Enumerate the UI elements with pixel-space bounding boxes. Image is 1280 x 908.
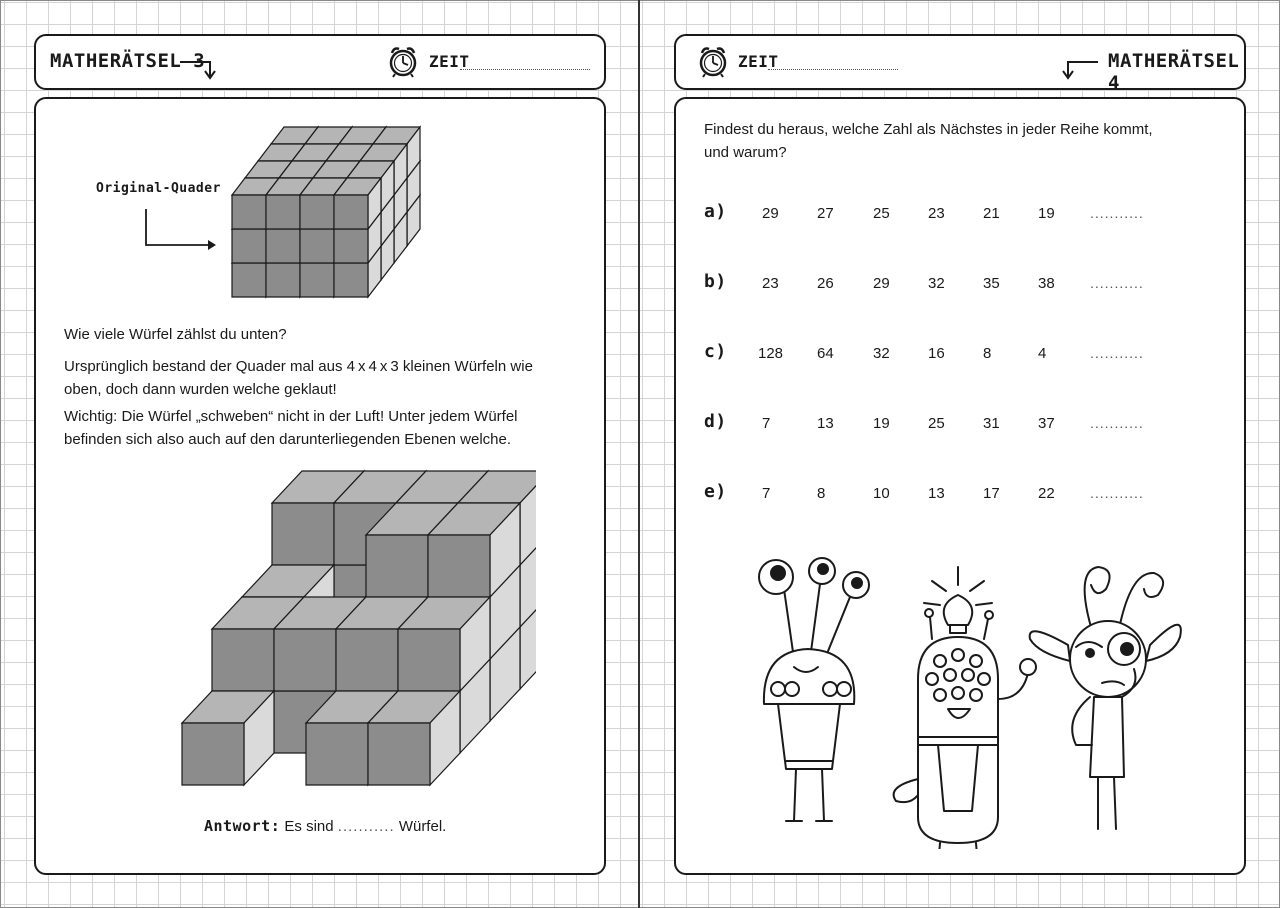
sequence-number: 7	[762, 485, 771, 502]
sequence-number: 31	[983, 415, 1000, 432]
cube-front-face	[232, 263, 266, 297]
cube-front-face	[274, 629, 336, 691]
sequence-number: 32	[873, 345, 890, 362]
sequence-number: 25	[873, 205, 890, 222]
sequence-number: 25	[928, 415, 945, 432]
instructions-line-1: Findest du heraus, welche Zahl als Nächstes in jeder Reihe kommt,	[704, 121, 1153, 138]
sequence-number: 8	[983, 345, 992, 362]
right-content-card	[674, 97, 1246, 875]
answer-prefix: Es sind	[284, 818, 334, 835]
sequence-number: 19	[1038, 205, 1055, 222]
sequence-number: 32	[928, 275, 945, 292]
cube-front-face	[334, 195, 368, 229]
cube-front-face	[306, 723, 368, 785]
right-header	[674, 34, 1246, 94]
sequence-number: 128	[758, 345, 784, 362]
row-label: d)	[704, 411, 727, 432]
sequence-answer-blank[interactable]: ...........	[1090, 345, 1144, 361]
right-zeit-field[interactable]	[768, 69, 898, 70]
cube-front-face	[300, 263, 334, 297]
left-zeit-label: ZEIT	[429, 52, 470, 71]
left-title: MATHERÄTSEL 3	[50, 50, 206, 72]
left-header	[34, 34, 606, 90]
label-arrow-icon	[142, 207, 218, 251]
sequence-number: 26	[817, 275, 834, 292]
paragraph-2-line-1: Wichtig: Die Würfel „schweben“ nicht in der Luft! Unter jedem Würfel	[64, 408, 518, 425]
answer-label: Antwort:	[204, 817, 281, 835]
sequence-answer-blank[interactable]: ...........	[1090, 275, 1144, 291]
sequence-number: 19	[873, 415, 890, 432]
cube-front-face	[428, 535, 490, 597]
sequence-number: 23	[928, 205, 945, 222]
cube-front-face	[368, 723, 430, 785]
sequence-number: 22	[1038, 485, 1055, 502]
sequence-number: 29	[873, 275, 890, 292]
answer-line	[204, 817, 446, 835]
row-label: e)	[704, 481, 727, 502]
sequence-number: 23	[762, 275, 779, 292]
cube-front-face	[232, 229, 266, 263]
cube-front-face	[300, 195, 334, 229]
cube-puzzle-figure	[136, 463, 536, 793]
cube-front-face	[272, 503, 334, 565]
sequence-number: 29	[762, 205, 779, 222]
sequence-number: 35	[983, 275, 1000, 292]
cube-front-face	[398, 629, 460, 691]
sequence-number: 13	[817, 415, 834, 432]
paragraph-2-line-2: befinden sich also auch auf den darunterliegenden Ebenen welche.	[64, 431, 511, 448]
turn-down-arrow-icon	[1060, 54, 1100, 80]
sequence-number: 27	[817, 205, 834, 222]
original-quader-label: Original-Quader	[96, 181, 221, 196]
sequence-number: 10	[873, 485, 890, 502]
row-label: a)	[704, 201, 727, 222]
cube-front-face	[334, 263, 368, 297]
sequence-number: 7	[762, 415, 771, 432]
sequence-answer-blank[interactable]: ...........	[1090, 205, 1144, 221]
sequence-number: 8	[817, 485, 826, 502]
row-label: c)	[704, 341, 727, 362]
book-spine	[638, 0, 640, 908]
sequence-answer-blank[interactable]: ...........	[1090, 485, 1144, 501]
sequence-number: 13	[928, 485, 945, 502]
right-zeit-label: ZEIT	[738, 52, 779, 71]
sequence-number: 16	[928, 345, 945, 362]
turn-down-arrow-icon	[178, 54, 218, 80]
paragraph-1-line-1: Ursprünglich bestand der Quader mal aus 4 x 4 x 3 kleinen Würfeln wie	[64, 358, 533, 375]
sequence-number: 21	[983, 205, 1000, 222]
right-title: MATHERÄTSEL 4	[1108, 50, 1240, 94]
cube-front-face	[232, 195, 266, 229]
sequence-number: 37	[1038, 415, 1055, 432]
cube-front-face	[366, 535, 428, 597]
cube-front-face	[334, 229, 368, 263]
alarm-clock-icon	[386, 44, 420, 78]
sequence-number: 4	[1038, 345, 1047, 362]
cube-front-face	[182, 723, 244, 785]
question-text: Wie viele Würfel zählst du unten?	[64, 326, 287, 343]
sequence-number: 64	[817, 345, 834, 362]
cube-front-face	[266, 195, 300, 229]
cube-front-face	[212, 629, 274, 691]
row-label: b)	[704, 271, 727, 292]
answer-blank[interactable]: ...........	[337, 818, 395, 835]
monsters-illustration	[726, 549, 1186, 849]
cube-front-face	[300, 229, 334, 263]
left-content-card	[34, 97, 606, 875]
sequence-number: 17	[983, 485, 1000, 502]
answer-suffix: Würfel.	[398, 818, 447, 835]
cube-front-face	[266, 263, 300, 297]
original-quader-figure	[216, 117, 466, 307]
cube-front-face	[336, 629, 398, 691]
alarm-clock-icon	[696, 44, 730, 78]
left-zeit-field[interactable]	[460, 69, 590, 70]
sequence-number: 38	[1038, 275, 1055, 292]
paragraph-1-line-2: oben, doch dann wurden welche geklaut!	[64, 381, 337, 398]
cube-front-face	[266, 229, 300, 263]
sequence-answer-blank[interactable]: ...........	[1090, 415, 1144, 431]
instructions-line-2: und warum?	[704, 144, 787, 161]
